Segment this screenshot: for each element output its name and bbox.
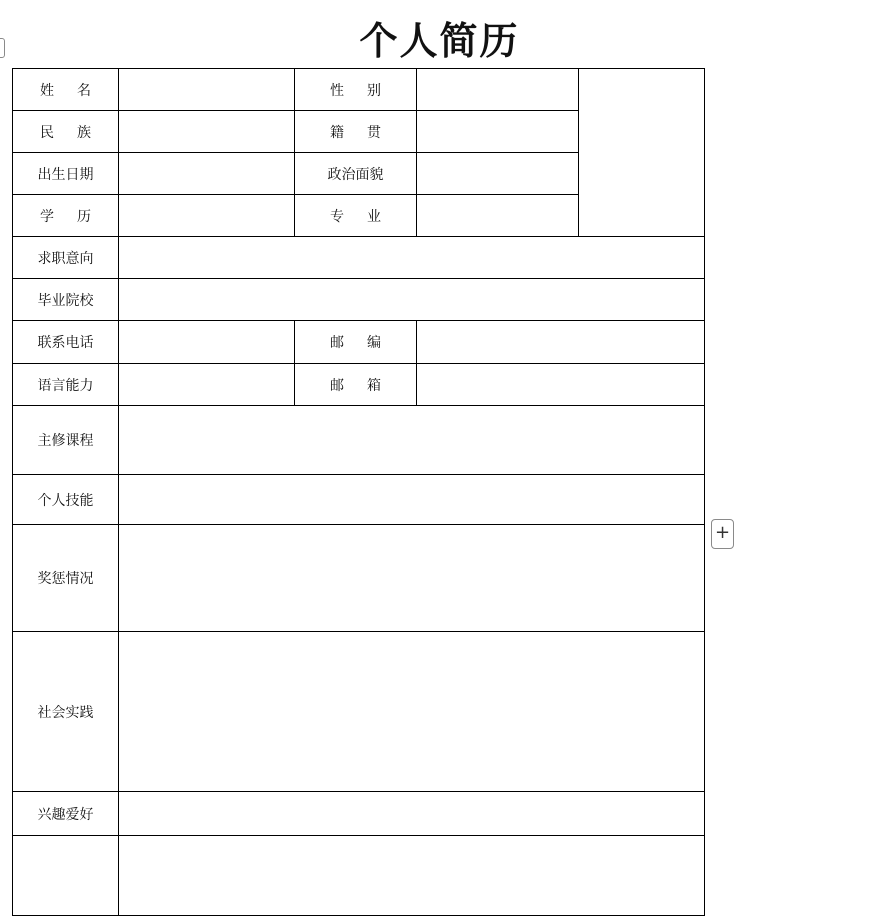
courses-field[interactable] (119, 406, 705, 475)
school-field[interactable] (119, 279, 705, 321)
label-cell-political (295, 153, 417, 195)
resume-table (12, 68, 705, 916)
label-cell-major (295, 195, 417, 237)
gender-field[interactable] (417, 69, 579, 111)
label-skills: 个人技能 (37, 492, 94, 509)
label-cell-skills (13, 475, 119, 525)
label-email: 邮 箱 (330, 377, 381, 394)
label-political: 政治面貌 (327, 166, 384, 183)
phone-field[interactable] (119, 321, 295, 364)
practice-field[interactable] (119, 632, 705, 792)
label-cell-ethnicity (13, 111, 119, 153)
label-major: 专 业 (330, 208, 381, 225)
label-courses: 主修课程 (37, 433, 94, 449)
extra-field[interactable] (119, 836, 705, 916)
page-title: 个人简历 (359, 18, 520, 63)
label-cell-email (295, 364, 417, 406)
table-row (13, 321, 705, 364)
education-field[interactable] (119, 195, 295, 237)
label-gender: 性 别 (330, 82, 381, 99)
table-row (13, 836, 705, 916)
skills-field[interactable] (119, 475, 705, 525)
label-cell-language (13, 364, 119, 406)
label-origin: 籍 贯 (330, 124, 381, 141)
origin-field[interactable] (417, 111, 579, 153)
birthdate-field[interactable] (119, 153, 295, 195)
label-cell-name (13, 69, 119, 111)
awards-field[interactable] (119, 525, 705, 632)
label-hobbies: 兴趣爱好 (37, 806, 94, 823)
label-cell-awards (13, 525, 119, 632)
label-cell-phone (13, 321, 119, 364)
label-cell-postcode (295, 321, 417, 364)
table-row (13, 364, 705, 406)
label-cell-birthdate (13, 153, 119, 195)
label-cell-school (13, 279, 119, 321)
label-awards: 奖惩情况 (37, 571, 94, 587)
hobbies-field[interactable] (119, 792, 705, 836)
label-cell-education (13, 195, 119, 237)
label-cell-objective (13, 237, 119, 279)
label-cell-courses (13, 406, 119, 475)
objective-field[interactable] (119, 237, 705, 279)
label-language: 语言能力 (37, 377, 94, 394)
postcode-field[interactable] (417, 321, 705, 364)
label-education: 学 历 (40, 208, 91, 225)
photo-cell[interactable] (579, 69, 705, 237)
political-field[interactable] (417, 153, 579, 195)
label-cell-practice (13, 632, 119, 792)
table-row (13, 69, 705, 111)
table-row (13, 237, 705, 279)
table-row (13, 792, 705, 836)
table-row (13, 525, 705, 632)
label-phone: 联系电话 (37, 335, 94, 351)
ethnicity-field[interactable] (119, 111, 295, 153)
label-cell-gender (295, 69, 417, 111)
language-field[interactable] (119, 364, 295, 406)
label-objective: 求职意向 (37, 250, 94, 267)
table-row (13, 632, 705, 792)
label-birthdate: 出生日期 (37, 166, 94, 183)
label-cell-hobbies (13, 792, 119, 836)
label-cell-extra (13, 836, 119, 916)
table-row (13, 475, 705, 525)
major-field[interactable] (417, 195, 579, 237)
add-row-button[interactable]: + (711, 519, 734, 549)
table-row (13, 279, 705, 321)
label-cell-origin (295, 111, 417, 153)
name-field[interactable] (119, 69, 295, 111)
label-practice: 社会实践 (37, 704, 94, 721)
label-name: 姓 名 (40, 82, 91, 99)
label-ethnicity: 民 族 (40, 124, 91, 141)
table-row (13, 406, 705, 475)
label-postcode: 邮 编 (330, 335, 381, 351)
email-field[interactable] (417, 364, 705, 406)
label-school: 毕业院校 (37, 292, 94, 309)
